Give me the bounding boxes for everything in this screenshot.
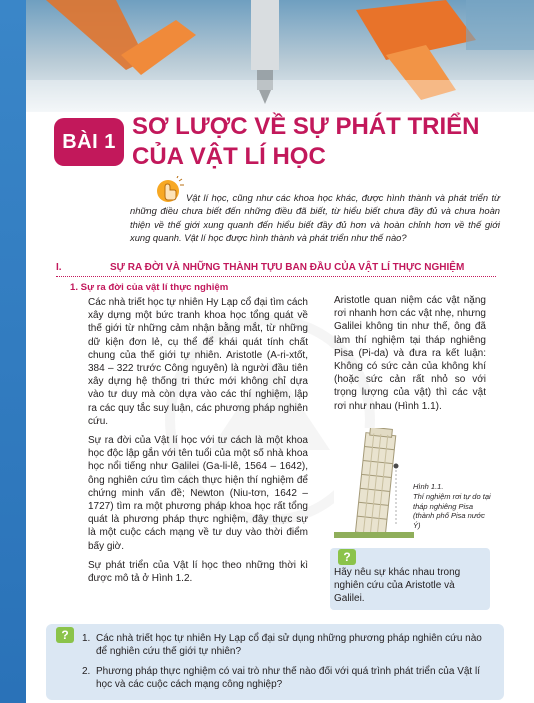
figure-caption — [413, 482, 491, 531]
paragraph: Sự phát triển của Vật lí học theo những thời kì được mô tả ở Hình 1.2. — [88, 559, 308, 585]
question-icon: ? — [338, 549, 356, 565]
question-right-text: Hãy nêu sự khác nhau trong nghiên cứu của Aristotle và Galilei. — [334, 567, 461, 604]
figure-caption-title: Hình 1.1. — [413, 482, 444, 491]
header-banner-image — [26, 0, 534, 112]
paragraph: Sự ra đời của Vật lí học với tư cách là một khoa học độc lập gắn với tên tuổi của một số nhà khoa học nổi tiếng như Galilei (Ga-li-lê, 1564 – 1642), ông nghiên cứu tìm cách thực hiện thí nghiệm để chứng minh vấn đề; Newton (Niu-tơn, 1642 – 1727) tìm ra một phương pháp khoa học rất tổng quát là phương pháp thực nghiệm, đây thực sự là một cuộc cách mạng về tư duy vào thời điểm bấy giờ. — [88, 435, 308, 552]
subsection-title: 1. Sự ra đời của vật lí thực nghiệm — [70, 282, 229, 293]
figure-caption-text: Thí nghiệm rơi tự do tại tháp nghiêng Pisa (thành phố Pisa nước Ý) — [413, 491, 491, 531]
right-column-paragraph: Aristotle quan niệm các vật nặng rơi nhanh hơn các vật nhẹ, nhưng Galilei không tin như thế, ông đã làm thí nghiệm tại tháp nghiêng Pisa (Pi-da) và đưa ra kết luận: Không có sức cản của không khí (hoặc sức cản rất nhỏ so với trọng lượng của vật) thì các vật rơi như nhau (Hình 1.1). — [334, 295, 486, 412]
list-item-number: 2. — [82, 666, 91, 677]
list-item-number: 1. — [82, 633, 91, 644]
section-divider — [56, 276, 496, 277]
lesson-title-line1: SƠ LƯỢC VỀ SỰ PHÁT TRIỂN — [132, 113, 480, 140]
section-number: I. — [56, 262, 62, 273]
left-column — [88, 296, 308, 591]
page-edge-strip — [0, 0, 26, 703]
intro-text: Vật lí học, cũng như các khoa học khác, được hình thành và phát triển từ những điều chưa biết đến những điều đã biết, từ hiểu biết chưa đầy đủ và chưa hoàn thiện về thế giới xung quanh đến hiểu biết đầy đủ hơn và hoàn chỉnh hơn về thế giới xung quanh. Vật lí học được hình thành và phát triển như thế nào? — [130, 192, 500, 244]
list-item — [82, 665, 492, 691]
question-list — [82, 632, 492, 698]
list-item-text: Các nhà triết học tự nhiên Hy Lạp cổ đại sử dụng những phương pháp nghiên cứu nào để nghiên cứu thế giới tự nhiên? — [96, 633, 482, 657]
section-title: SỰ RA ĐỜI VÀ NHỮNG THÀNH TỰU BAN ĐẦU CỦA VẬT LÍ THỰC NGHIỆM — [110, 262, 465, 273]
paragraph: Các nhà triết học tự nhiên Hy Lạp cổ đại tìm cách xây dựng một bức tranh khoa học tổng quát về thế giới từ những cảm nhận bằng mắt, từ những dữ kiện đơn lẻ, cụ thể để khái quát tính chất chung của thế giới tự nhiên. Aristotle (A-ri-xtốt, 384 – 322 trước Công nguyên) là người đầu tiên xây dựng hệ thống tri thức mới không chỉ dựa vào tư duy mà còn dựa vào các thí nghiệm, lập ra các quy tắc suy luận, các phương pháp nghiên cứu. — [88, 297, 308, 427]
robot-arms-illustration — [26, 0, 534, 112]
lesson-badge: BÀI 1 — [54, 118, 124, 166]
lesson-title-line2: CỦA VẬT LÍ HỌC — [132, 143, 326, 170]
list-item — [82, 632, 492, 658]
list-item-text: Phương pháp thực nghiệm có vai trò như thế nào đối với quá trình phát triển của Vật lí học và các cuộc cách mạng công nghiệp? — [96, 666, 480, 690]
lesson-title — [132, 112, 512, 172]
question-icon: ? — [56, 627, 74, 643]
